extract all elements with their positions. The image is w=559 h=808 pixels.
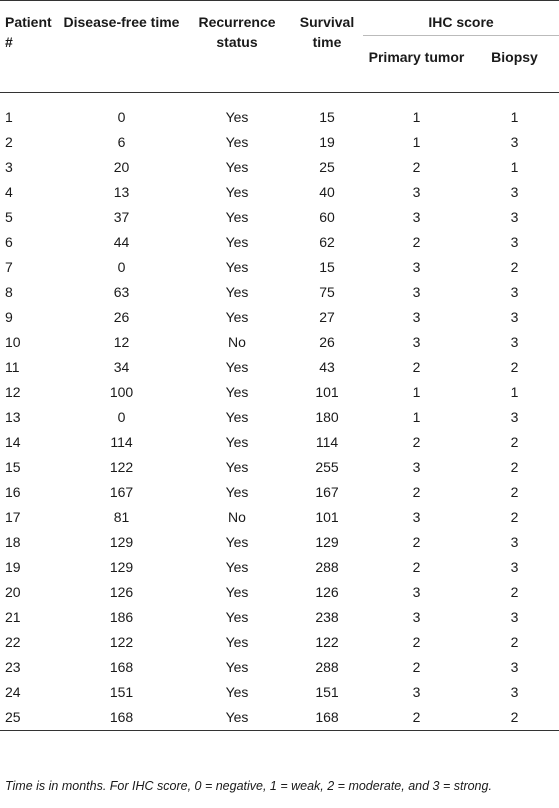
disease-free-cell: 0 bbox=[117, 259, 126, 275]
table-row bbox=[0, 580, 559, 605]
patient-cell: 19 bbox=[5, 559, 21, 575]
table-row bbox=[0, 205, 559, 230]
primary-tumor-cell: 3 bbox=[412, 684, 421, 700]
disease-free-cell: 13 bbox=[113, 184, 130, 200]
biopsy-cell: 3 bbox=[510, 334, 519, 350]
survival-cell: 238 bbox=[315, 609, 339, 625]
table-row bbox=[0, 155, 559, 180]
disease-free-cell: 6 bbox=[117, 134, 126, 150]
disease-free-cell: 122 bbox=[109, 634, 134, 650]
recurrence-cell: Yes bbox=[225, 409, 249, 425]
patient-cell: 15 bbox=[5, 459, 21, 475]
primary-tumor-cell: 3 bbox=[412, 584, 421, 600]
header-primary-tumor: Primary tumor bbox=[363, 36, 470, 93]
biopsy-cell: 2 bbox=[510, 259, 519, 275]
survival-cell: 19 bbox=[319, 134, 335, 150]
header-biopsy: Biopsy bbox=[470, 36, 559, 93]
table-row bbox=[0, 330, 559, 355]
patient-cell: 3 bbox=[5, 159, 13, 175]
table-row bbox=[0, 180, 559, 205]
table-row bbox=[0, 680, 559, 705]
recurrence-cell: Yes bbox=[225, 109, 249, 125]
primary-tumor-cell: 1 bbox=[412, 409, 421, 425]
table-footnote: Time is in months. For IHC score, 0 = negative, 1 = weak, 2 = moderate, and 3 = strong. bbox=[5, 779, 492, 793]
biopsy-cell: 2 bbox=[510, 459, 519, 475]
patient-cell: 18 bbox=[5, 534, 21, 550]
survival-cell: 15 bbox=[319, 109, 335, 125]
disease-free-cell: 168 bbox=[109, 659, 134, 675]
disease-free-cell: 114 bbox=[110, 434, 133, 450]
table-row bbox=[0, 130, 559, 155]
table-row bbox=[0, 705, 559, 731]
biopsy-cell: 2 bbox=[510, 634, 519, 650]
primary-tumor-cell: 3 bbox=[412, 184, 421, 200]
patient-cell: 12 bbox=[5, 384, 21, 400]
patient-cell: 20 bbox=[5, 584, 21, 600]
header-survival-time: Survival time bbox=[291, 1, 363, 93]
recurrence-cell: No bbox=[228, 334, 246, 350]
recurrence-cell: Yes bbox=[225, 184, 249, 200]
biopsy-cell: 1 bbox=[510, 384, 519, 400]
patient-cell: 8 bbox=[5, 284, 13, 300]
recurrence-cell: Yes bbox=[225, 309, 249, 325]
patient-cell: 11 bbox=[5, 359, 20, 375]
recurrence-cell: Yes bbox=[225, 634, 249, 650]
spacer-cell bbox=[0, 93, 559, 106]
primary-tumor-cell: 3 bbox=[412, 209, 421, 225]
survival-cell: 27 bbox=[319, 309, 335, 325]
disease-free-cell: 129 bbox=[109, 559, 134, 575]
primary-tumor-cell: 2 bbox=[412, 559, 421, 575]
primary-tumor-cell: 2 bbox=[363, 705, 470, 731]
recurrence-cell: Yes bbox=[225, 684, 249, 700]
primary-tumor-cell: 3 bbox=[412, 309, 421, 325]
recurrence-cell: Yes bbox=[225, 209, 249, 225]
disease-free-cell: 186 bbox=[109, 609, 134, 625]
recurrence-cell: Yes bbox=[225, 259, 249, 275]
primary-tumor-cell: 2 bbox=[412, 159, 421, 175]
table-header bbox=[0, 1, 559, 93]
biopsy-cell: 2 bbox=[510, 434, 519, 450]
table-body bbox=[0, 93, 559, 731]
disease-free-cell: 168 bbox=[60, 705, 183, 731]
recurrence-cell: Yes bbox=[225, 534, 249, 550]
recurrence-cell: Yes bbox=[225, 559, 249, 575]
biopsy-cell: 3 bbox=[510, 409, 519, 425]
primary-tumor-cell: 2 bbox=[412, 359, 421, 375]
primary-tumor-cell: 1 bbox=[412, 384, 421, 400]
biopsy-cell: 3 bbox=[510, 309, 519, 325]
table-row bbox=[0, 255, 559, 280]
recurrence-cell: Yes bbox=[225, 434, 249, 450]
recurrence-cell: Yes bbox=[225, 359, 249, 375]
recurrence-cell: Yes bbox=[225, 584, 249, 600]
recurrence-cell: Yes bbox=[225, 159, 249, 175]
biopsy-cell: 3 bbox=[510, 284, 519, 300]
biopsy-cell: 3 bbox=[510, 209, 519, 225]
disease-free-cell: 20 bbox=[113, 159, 130, 175]
primary-tumor-cell: 1 bbox=[412, 109, 421, 125]
disease-free-cell: 0 bbox=[117, 109, 126, 125]
disease-free-cell: 37 bbox=[113, 209, 130, 225]
patient-cell: 16 bbox=[5, 484, 21, 500]
primary-tumor-cell: 3 bbox=[412, 509, 421, 525]
table-row bbox=[0, 505, 559, 530]
recurrence-cell: Yes bbox=[225, 234, 249, 250]
recurrence-cell: Yes bbox=[225, 284, 249, 300]
biopsy-cell: 3 bbox=[510, 234, 519, 250]
disease-free-cell: 122 bbox=[109, 459, 134, 475]
table-row bbox=[0, 655, 559, 680]
patient-cell: 23 bbox=[5, 659, 21, 675]
disease-free-cell: 44 bbox=[113, 234, 130, 250]
table-row bbox=[0, 280, 559, 305]
patient-cell: 4 bbox=[5, 184, 13, 200]
biopsy-cell: 2 bbox=[510, 584, 519, 600]
table-row bbox=[0, 530, 559, 555]
biopsy-cell: 1 bbox=[510, 109, 519, 125]
patient-cell: 1 bbox=[5, 109, 13, 125]
disease-free-cell: 0 bbox=[117, 409, 126, 425]
patient-cell: 6 bbox=[5, 234, 13, 250]
patient-cell: 10 bbox=[5, 334, 21, 350]
disease-free-cell: 151 bbox=[109, 684, 134, 700]
primary-tumor-cell: 2 bbox=[412, 484, 421, 500]
primary-tumor-cell: 3 bbox=[412, 284, 421, 300]
biopsy-cell: 1 bbox=[510, 159, 519, 175]
survival-cell: 40 bbox=[319, 184, 335, 200]
biopsy-cell: 3 bbox=[510, 659, 519, 675]
biopsy-cell: 2 bbox=[510, 359, 519, 375]
biopsy-cell: 3 bbox=[510, 534, 519, 550]
table-row bbox=[0, 230, 559, 255]
primary-tumor-cell: 3 bbox=[412, 609, 421, 625]
patient-cell: 2 bbox=[5, 134, 13, 150]
patient-cell: 7 bbox=[5, 259, 13, 275]
patient-cell: 21 bbox=[5, 609, 21, 625]
table-row bbox=[0, 480, 559, 505]
survival-cell: 62 bbox=[319, 234, 335, 250]
primary-tumor-cell: 2 bbox=[412, 234, 421, 250]
recurrence-cell: Yes bbox=[225, 134, 249, 150]
disease-free-cell: 129 bbox=[109, 534, 134, 550]
survival-cell: 60 bbox=[319, 209, 335, 225]
header-disease-free-time: Disease-free time bbox=[60, 1, 183, 93]
recurrence-cell: Yes bbox=[225, 659, 249, 675]
table-row bbox=[0, 305, 559, 330]
disease-free-cell: 167 bbox=[109, 484, 134, 500]
disease-free-cell: 81 bbox=[113, 509, 130, 525]
primary-tumor-cell: 1 bbox=[412, 134, 421, 150]
primary-tumor-cell: 3 bbox=[412, 259, 421, 275]
primary-tumor-cell: 2 bbox=[412, 659, 421, 675]
table-row bbox=[0, 380, 559, 405]
table-row bbox=[0, 405, 559, 430]
survival-cell: 114 bbox=[315, 434, 339, 450]
survival-cell: 75 bbox=[319, 284, 335, 300]
patient-cell: 14 bbox=[5, 434, 21, 450]
survival-cell: 180 bbox=[315, 409, 339, 425]
table-row bbox=[0, 105, 559, 130]
disease-free-cell: 100 bbox=[109, 384, 134, 400]
biopsy-cell: 2 bbox=[510, 484, 519, 500]
patient-cell: 13 bbox=[5, 409, 21, 425]
patient-cell: 24 bbox=[5, 684, 21, 700]
disease-free-cell: 26 bbox=[113, 309, 130, 325]
primary-tumor-cell: 2 bbox=[412, 634, 421, 650]
survival-cell: 126 bbox=[315, 584, 339, 600]
survival-cell: 15 bbox=[319, 259, 335, 275]
survival-cell: 101 bbox=[315, 384, 339, 400]
biopsy-cell: 3 bbox=[510, 609, 519, 625]
biopsy-cell: 2 bbox=[510, 509, 519, 525]
disease-free-cell: 12 bbox=[113, 334, 130, 350]
recurrence-cell: Yes bbox=[225, 384, 249, 400]
survival-cell: 122 bbox=[315, 634, 339, 650]
table-row bbox=[0, 355, 559, 380]
disease-free-cell: 34 bbox=[113, 359, 130, 375]
survival-cell: 255 bbox=[315, 459, 339, 475]
recurrence-cell: No bbox=[228, 509, 246, 525]
biopsy-cell: 3 bbox=[510, 684, 519, 700]
header-patient: Patient # bbox=[0, 1, 60, 93]
patient-cell: 9 bbox=[5, 309, 13, 325]
patient-cell: 25 bbox=[0, 705, 60, 731]
recurrence-cell: Yes bbox=[225, 459, 249, 475]
header-ihc-score: IHC score bbox=[363, 1, 559, 36]
recurrence-cell: Yes bbox=[225, 609, 249, 625]
survival-cell: 168 bbox=[291, 705, 363, 731]
patient-cell: 22 bbox=[5, 634, 21, 650]
primary-tumor-cell: 2 bbox=[412, 534, 421, 550]
patient-cell: 17 bbox=[5, 509, 21, 525]
biopsy-cell: 2 bbox=[470, 705, 559, 731]
recurrence-cell: Yes bbox=[183, 705, 291, 731]
table-row bbox=[0, 555, 559, 580]
survival-cell: 288 bbox=[315, 559, 339, 575]
table-row bbox=[0, 605, 559, 630]
biopsy-cell: 3 bbox=[510, 184, 519, 200]
survival-cell: 151 bbox=[315, 684, 339, 700]
table-row bbox=[0, 455, 559, 480]
header-recurrence-status: Recurrence status bbox=[183, 1, 291, 93]
survival-cell: 25 bbox=[319, 159, 335, 175]
table-row bbox=[0, 430, 559, 455]
survival-cell: 129 bbox=[315, 534, 339, 550]
primary-tumor-cell: 2 bbox=[412, 434, 421, 450]
table-row bbox=[0, 630, 559, 655]
primary-tumor-cell: 3 bbox=[412, 334, 421, 350]
survival-cell: 26 bbox=[319, 334, 335, 350]
patient-cell: 5 bbox=[5, 209, 13, 225]
survival-cell: 167 bbox=[315, 484, 339, 500]
primary-tumor-cell: 3 bbox=[412, 459, 421, 475]
survival-cell: 288 bbox=[315, 659, 339, 675]
biopsy-cell: 3 bbox=[510, 559, 519, 575]
survival-cell: 43 bbox=[319, 359, 335, 375]
biopsy-cell: 3 bbox=[510, 134, 519, 150]
disease-free-cell: 126 bbox=[109, 584, 134, 600]
recurrence-cell: Yes bbox=[225, 484, 249, 500]
survival-cell: 101 bbox=[315, 509, 339, 525]
spacer-row bbox=[0, 93, 559, 106]
disease-free-cell: 63 bbox=[113, 284, 130, 300]
